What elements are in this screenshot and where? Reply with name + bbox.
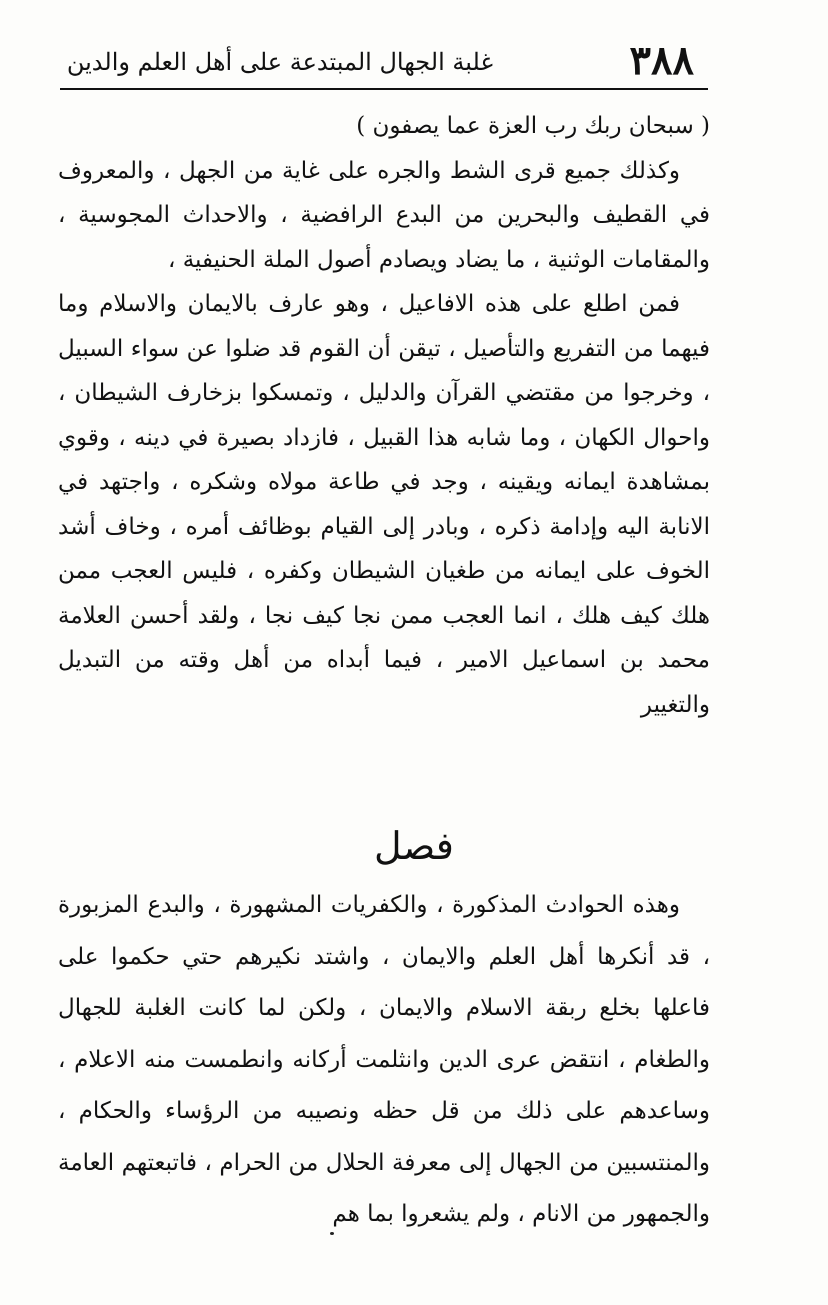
paragraph: وكذلك جميع قرى الشط والجره على غاية من الجهل ، والمعروف في القطيف والبحرين من البدع الرافضية ، والاحداث المجوسية ، والمقامات الوثنية ، ما يضاد ويصادم أصول الملة الحنيفية ، [58, 157, 710, 273]
running-title: غلبة الجهال المبتدعة على أهل العلم والدين [66, 48, 493, 76]
body-text-top [58, 104, 710, 727]
body-text-section [58, 880, 710, 1241]
page-number: ٣٨٨ [629, 37, 694, 84]
paragraph-verse: ( سبحان ربك رب العزة عما يصفون ) [356, 113, 710, 139]
ink-speck [330, 1232, 334, 1235]
paragraph: فمن اطلع على هذه الافاعيل ، وهو عارف بالايمان والاسلام وما فيهما من التفريع والتأصيل ، تيقن أن القوم قد ضلوا عن سواء السبيل ، وخرجوا من مقتضي القرآن والدليل ، وتمسكوا بزخارف الشيطان ، واحوال الكهان ، وما شابه هذا القبيل ، فازداد بصيرة في دينه ، وقوي بمشاهدة ايمانه ويقينه ، وجد في طاعة مولاه وشكره ، واجتهد في الانابة اليه وإدامة ذكره ، وبادر إلى القيام بوظائف أمره ، وخاف أشد الخوف على ايمانه من طغيان الشيطان وكفره ، فليس العجب ممن هلك كيف هلك ، انما العجب ممن نجا كيف نجا ، ولقد أحسن العلامة محمد بن اسماعيل الامير ، فيما أبداه من أهل وقته من التبديل والتغيير [58, 291, 710, 718]
header-rule [60, 88, 708, 90]
paragraph: وهذه الحوادث المذكورة ، والكفريات المشهورة ، والبدع المزبورة ، قد أنكرها أهل العلم والايمان ، واشتد نكيرهم حتي حكموا على فاعلها بخلع ربقة الاسلام والايمان ، ولكن لما كانت الغلبة للجهال والطغام ، انتقض عرى الدين وانثلمت أركانه وانطمست منه الاعلام ، وساعدهم على ذلك من قل حظه ونصيبه من الرؤساء والحكام ، والمنتسبين من الجهال إلى معرفة الحلال من الحرام ، فاتبعتهم العامة والجمهور من الانام ، ولم يشعروا بما هم [58, 892, 710, 1227]
section-heading: فصل [374, 824, 454, 868]
page-header [60, 34, 708, 90]
